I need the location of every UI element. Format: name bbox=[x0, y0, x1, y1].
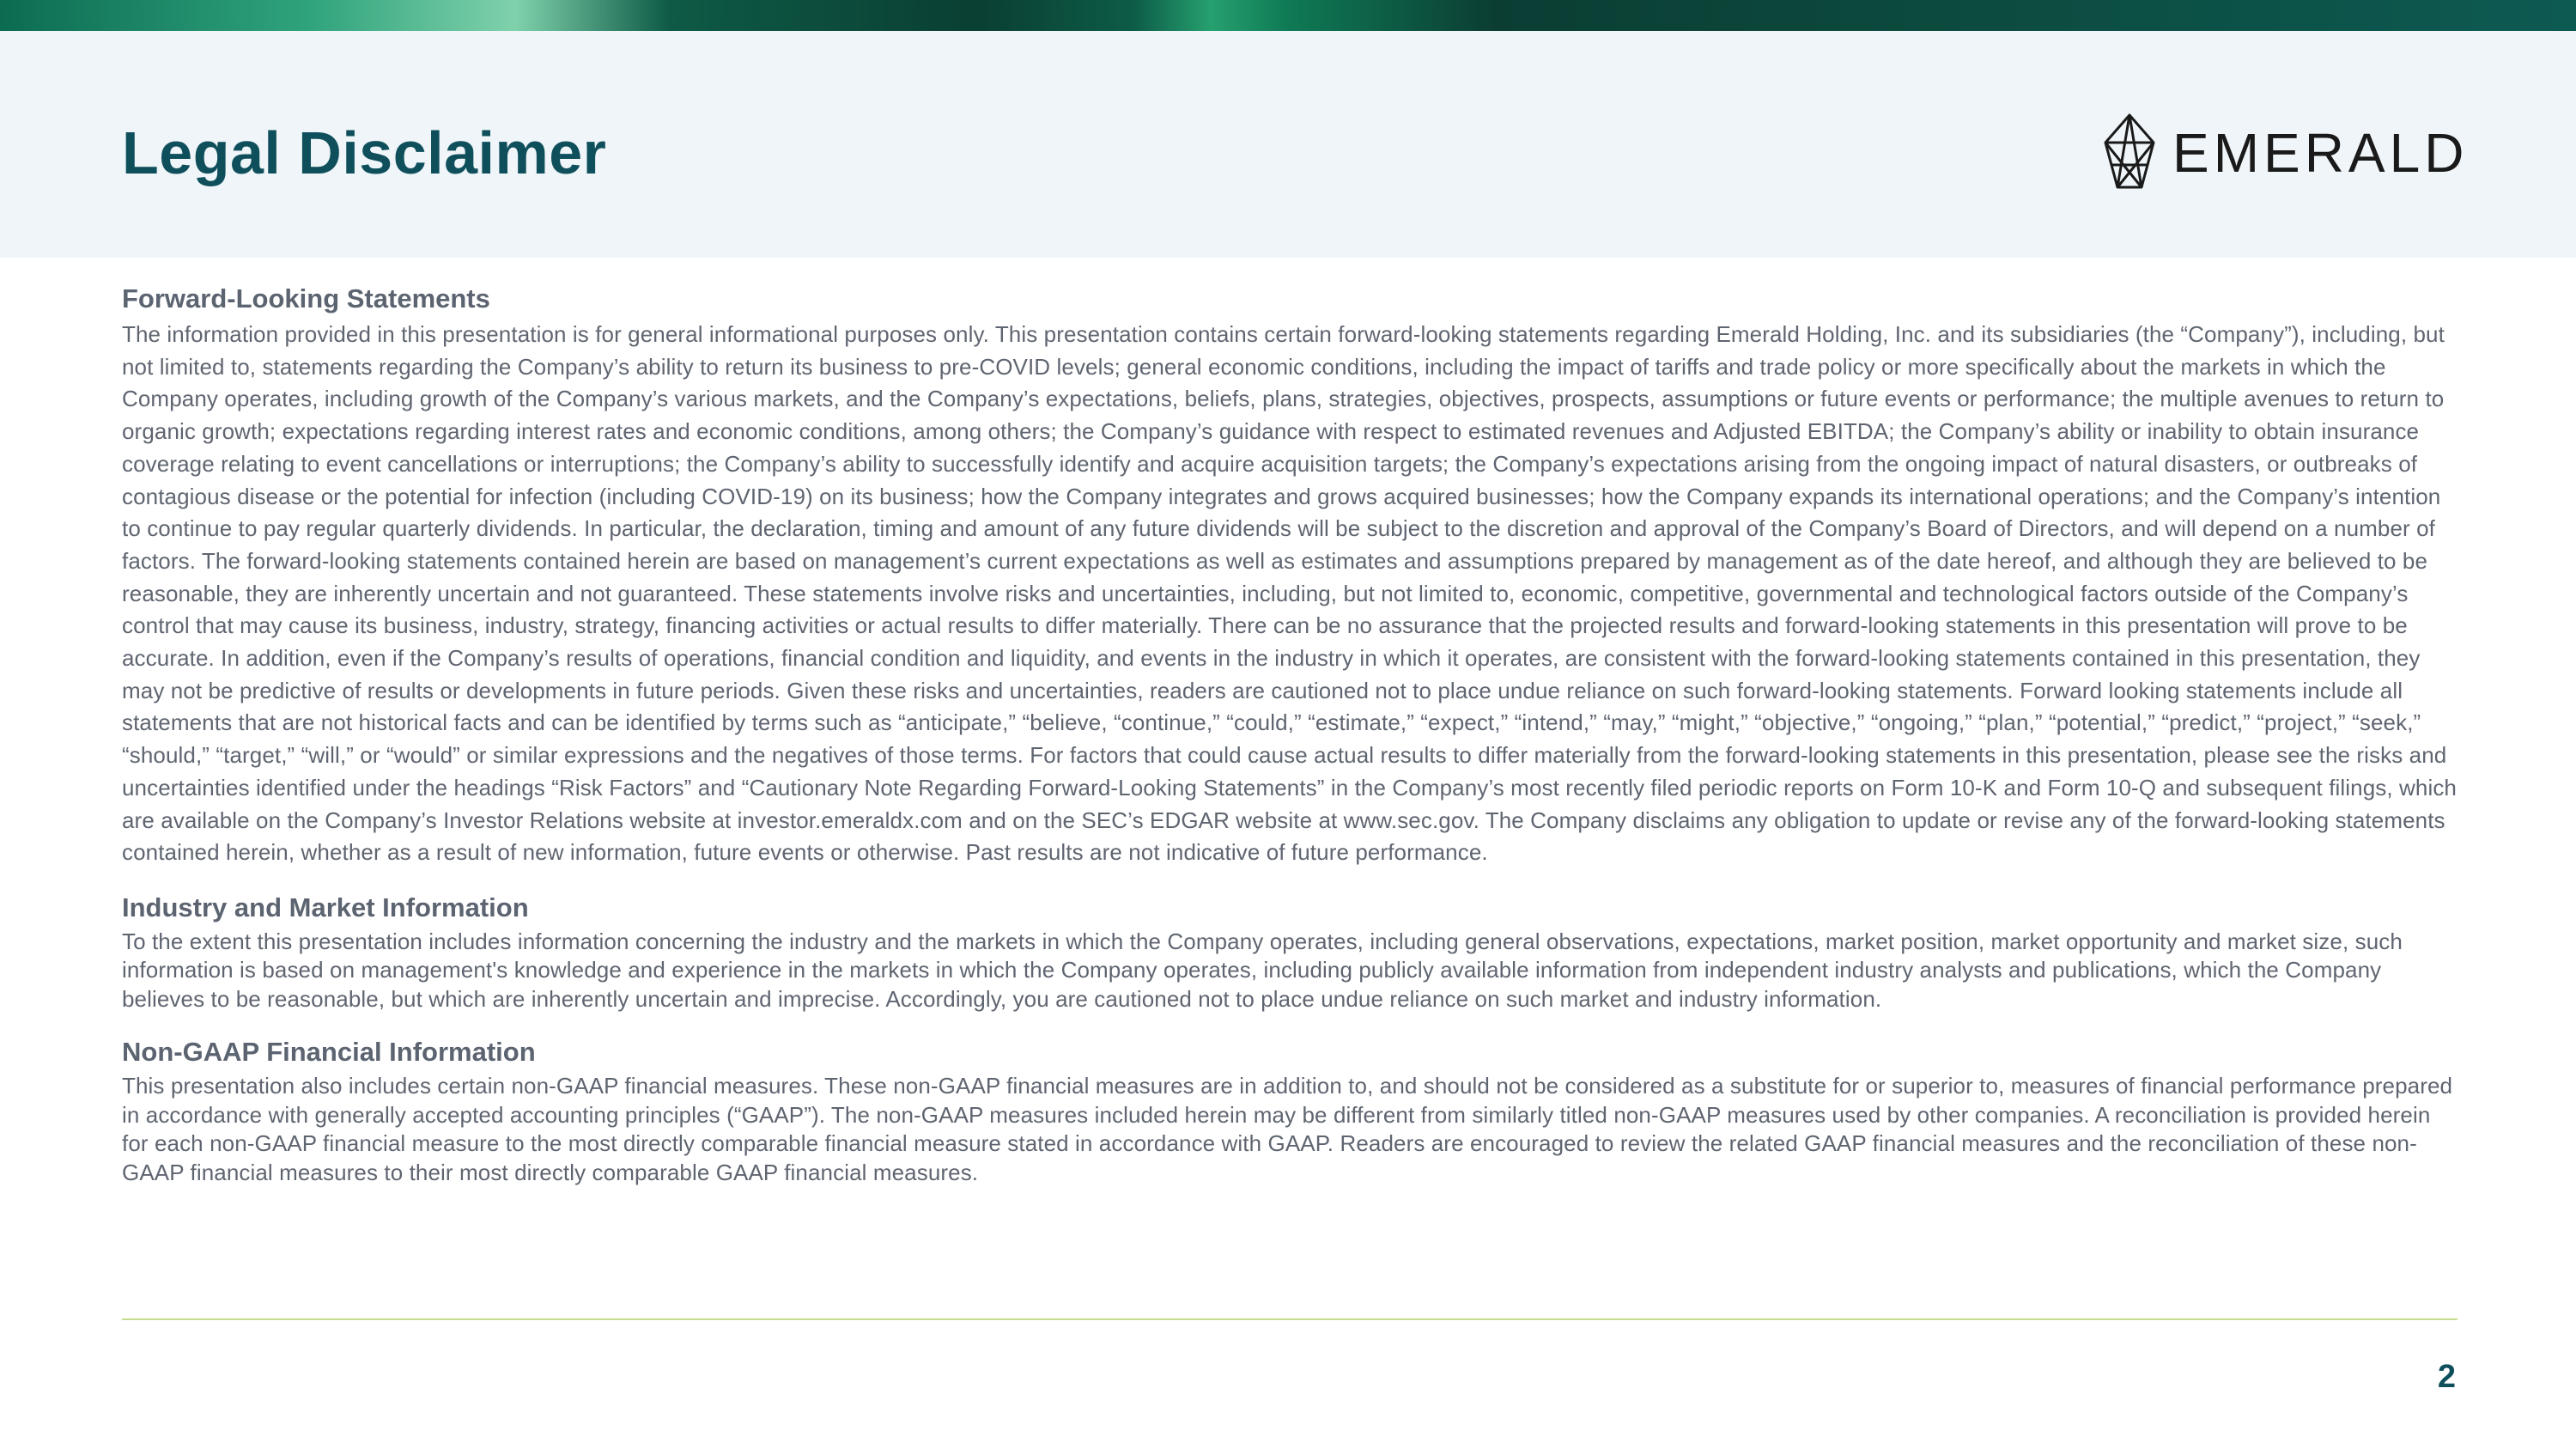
top-gradient-band bbox=[0, 0, 2576, 31]
page-number: 2 bbox=[2437, 1359, 2456, 1395]
section-body-industry-market: To the extent this presentation includes information concerning the industry and the markets in which the Company operates, including general observations, expectations, market position, market opportunity and market size, such information is based on management's knowledge and experience in the markets in which the Company operates, including publicly available information from independent industry analysts and publications, which the Company believes to be reasonable, but which are inherently uncertain and imprecise. Accordingly, you are cautioned not to place undue reliance on such market and industry information. bbox=[122, 928, 2403, 1012]
section-body-non-gaap: This presentation also includes certain non-GAAP financial measures. These non-GAAP financial measures are in addition to, and should not be considered as a substitute for or superior to, measures of financial performance prepared in accordance with generally accepted accounting principles (“GAAP”). The non-GAAP measures included herein may be different from similarly titled non-GAAP measures used by other companies. A reconciliation is provided herein for each non-GAAP financial measure to the most directly comparable financial measure stated in accordance with GAAP. Readers are encouraged to review the related GAAP financial measures and the reconciliation of these non-GAAP financial measures to their most directly comparable GAAP financial measures. bbox=[122, 1073, 2453, 1185]
page-title: Legal Disclaimer bbox=[122, 119, 607, 186]
section-heading-forward-looking: Forward-Looking Statements bbox=[122, 283, 490, 314]
footer-divider bbox=[122, 1318, 2458, 1320]
section-heading-non-gaap: Non-GAAP Financial Information bbox=[122, 1037, 536, 1068]
emerald-gem-icon bbox=[2102, 112, 2157, 194]
emerald-logo bbox=[2102, 110, 2469, 196]
logo-wordmark: EMERALD bbox=[2172, 122, 2469, 184]
section-heading-industry-market: Industry and Market Information bbox=[122, 892, 529, 922]
disclaimer-content bbox=[122, 279, 2458, 1187]
section-body-forward-looking: The information provided in this presentation is for general informational purposes only. This presentation contains certain forward-looking statements regarding Emerald Holding, Inc. and its subsidiaries (the “Company”), including, but not limited to, statements regarding the Company’s ability to return its business to pre-COVID levels; general economic conditions, including the impact of tariffs and trade policy or more specifically about the markets in which the Company operates, including growth of the Company’s various markets, and the Company’s expectations, beliefs, plans, strategies, objectives, prospects, assumptions or future events or performance; the multiple avenues to return to organic growth; expectations regarding interest rates and economic conditions, among others; the Company’s guidance with respect to estimated revenues and Adjusted EBITDA; the Company’s ability or inability to obtain insurance coverage relating to event cancellations or interruptions; the Company’s ability to successfully identify and acquire acquisition targets; the Company’s expectations arising from the ongoing impact of natural disasters, or outbreaks of contagious disease or the potential for infection (including COVID-19) on its business; how the Company integrates and grows acquired businesses; how the Company expands its international operations; and the Company’s intention to continue to pay regular quarterly dividends. In particular, the declaration, timing and amount of any future dividends will be subject to the discretion and approval of the Company’s Board of Directors, and will depend on a number of factors. The forward-looking statements contained herein are based on management’s current expectations as well as estimates and assumptions prepared by management as of the date hereof, and although they are believed to be reasonable, they are inherently uncertain and not guaranteed. These statements involve risks and uncertainties, including, but not limited to, economic, competitive, governmental and technological factors outside of the Company’s control that may cause its business, industry, strategy, financing activities or actual results to differ materially. There can be no assurance that the projected results and forward-looking statements in this presentation will prove to be accurate. In addition, even if the Company’s results of operations, financial condition and liquidity, and events in the industry in which it operates, are consistent with the forward-looking statements contained in this presentation, they may not be predictive of results or developments in future periods. Given these risks and uncertainties, readers are cautioned not to place undue reliance on such forward-looking statements. Forward looking statements include all statements that are not historical facts and can be identified by terms such as “anticipate,” “believe, “continue,” “could,” “estimate,” “expect,” “intend,” “may,” “might,” “objective,” “ongoing,” “plan,” “potential,” “predict,” “project,” “seek,” “should,” “target,” “will,” or “would” or similar expressions and the negatives of those terms. For factors that could cause actual results to differ materially from the forward-looking statements in this presentation, please see the risks and uncertainties identified under the headings “Risk Factors” and “Cautionary Note Regarding Forward-Looking Statements” in the Company’s most recently filed periodic reports on Form 10-K and Form 10-Q and subsequent filings, which are available on the Company’s Investor Relations website at investor.emeraldx.com and on the SEC’s EDGAR website at www.sec.gov. The Company disclaims any obligation to update or revise any of the forward-looking statements contained herein, whether as a result of new information, future events or otherwise. Past results are not indicative of future performance. bbox=[122, 321, 2457, 866]
